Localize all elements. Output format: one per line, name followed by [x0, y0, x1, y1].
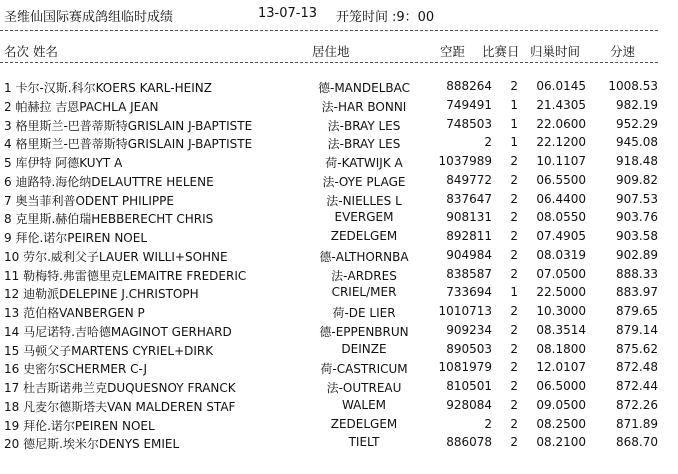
speed: 907.53 [616, 191, 658, 206]
rider-name: 7 奥当菲利普ODENT PHILIPPE [4, 193, 174, 208]
residence: 法-OUTREAU [326, 381, 402, 395]
top-divider [0, 30, 658, 31]
arrival-time: 08.3514 [536, 322, 586, 337]
rider-name: 8 克里斯.赫伯瑞HEBBERECHT CHRIS [4, 212, 214, 227]
distance: 890503 [446, 341, 492, 356]
race-day: 2 [510, 304, 518, 318]
distance: 838587 [446, 266, 492, 281]
rider-name: 10 劳尔.威利父子LAUER WILLI+SOHNE [4, 249, 228, 264]
table-row [0, 360, 678, 379]
distance: 748503 [446, 116, 492, 131]
residence: 法-BRAY LES [327, 137, 401, 152]
rider-name: 3 格里斯兰-巴普蒂斯特GRISLAIN J-BAPTISTE [4, 118, 253, 133]
race-day: 2 [510, 172, 518, 187]
residence: 德-MANDELBAC [318, 81, 410, 95]
residence: CRIEL/MER [331, 285, 397, 300]
speed: 879.14 [616, 322, 658, 337]
rider-name: 19 拜伦.诺尔PEIREN NOEL [4, 418, 155, 433]
arrival-time: 06.4400 [536, 191, 586, 206]
table-row [0, 98, 678, 117]
residence: 荷-KATWIJK A [325, 156, 403, 170]
residence: ZEDELGEM [330, 416, 398, 431]
residence: 法-ARDRES [331, 268, 397, 283]
col-day: 比赛日 [482, 44, 520, 59]
residence: TIELT [348, 435, 380, 450]
rider-name: 12 迪勒派DELEPINE J.CHRISTOPH [4, 287, 199, 302]
race-day: 2 [510, 360, 518, 375]
rider-name: 20 德尼斯.埃米尔DENYS EMIEL [4, 437, 180, 452]
distance: 2 [484, 135, 492, 150]
distance: 1081979 [438, 360, 492, 375]
race-day: 1 [510, 116, 518, 131]
arrival-time: 08.1800 [536, 341, 586, 356]
table-row [0, 154, 678, 173]
arrival-time: 22.1200 [536, 135, 586, 150]
distance: 1037989 [438, 154, 492, 168]
table-row [0, 435, 678, 454]
col-arrival: 归巢时间 [530, 44, 581, 59]
col-speed: 分速 [610, 44, 636, 59]
speed: 872.44 [616, 379, 658, 393]
col-rank-name: 名次 姓名 [4, 44, 58, 59]
speed: 1008.53 [608, 79, 658, 93]
race-day: 2 [510, 341, 518, 356]
table-row [0, 304, 678, 323]
speed: 883.97 [616, 285, 658, 300]
speed: 903.76 [616, 210, 658, 225]
arrival-time: 07.4905 [536, 229, 586, 243]
table-row [0, 229, 678, 248]
speed: 872.48 [616, 360, 658, 375]
race-day: 1 [510, 97, 518, 112]
residence: 荷-CASTRICUM [320, 362, 408, 377]
table-row [0, 135, 678, 154]
residence: 德-EPPENBRUN [319, 324, 409, 339]
distance: 928084 [446, 397, 492, 412]
table-row [0, 117, 678, 136]
col-residence: 居住地 [312, 44, 350, 59]
residence: 法-OYE PLAGE [322, 174, 406, 189]
race-day: 2 [510, 322, 518, 337]
distance: 810501 [446, 379, 492, 393]
distance: 886078 [446, 435, 492, 450]
arrival-time: 08.0550 [536, 210, 586, 225]
speed: 909.82 [616, 172, 658, 187]
residence: EVERGEM [334, 210, 394, 225]
race-date: 13-07-13 [258, 6, 318, 21]
table-row [0, 173, 678, 192]
race-day: 2 [510, 79, 518, 93]
arrival-time: 21.4305 [536, 97, 586, 112]
header-divider [0, 62, 658, 63]
speed: 879.65 [616, 304, 658, 318]
residence: 法-HAR BONNI [321, 99, 407, 114]
residence: ZEDELGEM [330, 229, 398, 243]
speed: 903.58 [616, 229, 658, 243]
arrival-time: 09.0500 [536, 397, 586, 412]
rider-name: 18 凡麦尔德斯塔夫VAN MALDEREN STAF [4, 399, 236, 414]
race-day: 2 [510, 247, 518, 262]
speed: 875.62 [616, 341, 658, 356]
rider-name: 14 马尼诺特.吉哈德MAGINOT GERHARD [4, 324, 232, 339]
distance: 909234 [446, 322, 492, 337]
arrival-time: 07.0500 [536, 266, 586, 281]
distance: 749491 [446, 97, 492, 112]
arrival-time: 06.5000 [536, 379, 586, 393]
distance: 1010713 [438, 304, 492, 318]
arrival-time: 06.5500 [536, 172, 586, 187]
table-row [0, 398, 678, 417]
speed: 952.29 [616, 116, 658, 131]
rider-name: 1 卡尔-汉斯.科尔KOERS KARL-HEINZ [4, 81, 212, 95]
race-day: 2 [510, 154, 518, 168]
distance: 2 [484, 416, 492, 431]
arrival-time: 06.0145 [536, 79, 586, 93]
table-row [0, 192, 678, 211]
residence: 荷-DE LIER [332, 306, 396, 320]
rider-name: 2 帕赫拉 吉恩PACHLA JEAN [4, 99, 159, 114]
speed: 982.19 [616, 97, 658, 112]
speed: 902.89 [616, 247, 658, 262]
arrival-time: 08.2500 [536, 416, 586, 431]
release-label: 开笼时间 [336, 10, 389, 25]
distance: 733694 [446, 285, 492, 300]
race-day: 2 [510, 229, 518, 243]
arrival-time: 08.0319 [536, 247, 586, 262]
rider-name: 13 范伯格VANBERGEN P [4, 306, 145, 320]
distance: 837647 [446, 191, 492, 206]
arrival-time: 12.0107 [536, 360, 586, 375]
table-row [0, 248, 678, 267]
rider-name: 17 杜吉斯诺弗兰克DUQUESNOY FRANCK [4, 381, 236, 395]
race-day: 2 [510, 210, 518, 225]
col-distance: 空距 [440, 44, 466, 59]
race-day: 2 [510, 191, 518, 206]
table-row [0, 379, 678, 398]
race-day: 2 [510, 435, 518, 450]
speed: 872.26 [616, 397, 658, 412]
table-row [0, 417, 678, 436]
rider-name: 4 格里斯兰-巴普蒂斯特GRISLAIN J-BAPTISTE [4, 137, 253, 152]
race-day: 1 [510, 135, 518, 150]
race-day: 2 [510, 397, 518, 412]
speed: 945.08 [616, 135, 658, 150]
rider-name: 6 迪路特.海伦纳DELAUTTRE HELENE [4, 174, 214, 189]
table-row [0, 285, 678, 304]
race-day: 2 [510, 266, 518, 281]
race-day: 2 [510, 379, 518, 393]
residence: 德-ALTHORNBA [319, 249, 409, 264]
arrival-time: 22.0600 [536, 116, 586, 131]
table-row [0, 210, 678, 229]
arrival-time: 10.1107 [536, 154, 586, 168]
page-title: 圣维仙国际赛成鸽组临时成绩 [4, 10, 174, 25]
rider-name: 15 马顿父子MARTENS CYRIEL+DIRK [4, 343, 214, 358]
table-row [0, 79, 678, 98]
speed: 918.48 [616, 154, 658, 168]
residence: 法-NIELLES L [326, 193, 402, 208]
rider-name: 9 拜伦.诺尔PEIREN NOEL [4, 231, 148, 245]
table-row [0, 323, 678, 342]
residence: WALEM [341, 397, 387, 412]
arrival-time: 08.2100 [536, 435, 586, 450]
residence: 法-BRAY LES [327, 118, 401, 133]
table-row [0, 342, 678, 361]
distance: 908131 [446, 210, 492, 225]
speed: 888.33 [616, 266, 658, 281]
release-time: :9：00 [392, 10, 435, 25]
race-day: 1 [510, 285, 518, 300]
speed: 871.89 [616, 416, 658, 431]
speed: 868.70 [616, 435, 658, 450]
arrival-time: 10.3000 [536, 304, 586, 318]
arrival-time: 22.5000 [536, 285, 586, 300]
distance: 892811 [446, 229, 492, 243]
distance: 849772 [446, 172, 492, 187]
distance: 888264 [446, 79, 492, 93]
rider-name: 16 史密尔SCHERMER C-J [4, 362, 148, 377]
distance: 904984 [446, 247, 492, 262]
rider-name: 5 库伊特 阿德KUYT A [4, 156, 123, 170]
table-row [0, 267, 678, 286]
race-day: 2 [510, 416, 518, 431]
residence: DEINZE [341, 341, 387, 356]
rider-name: 11 勒梅特.弗雷德里克LEMAITRE FREDERIC [4, 268, 247, 283]
